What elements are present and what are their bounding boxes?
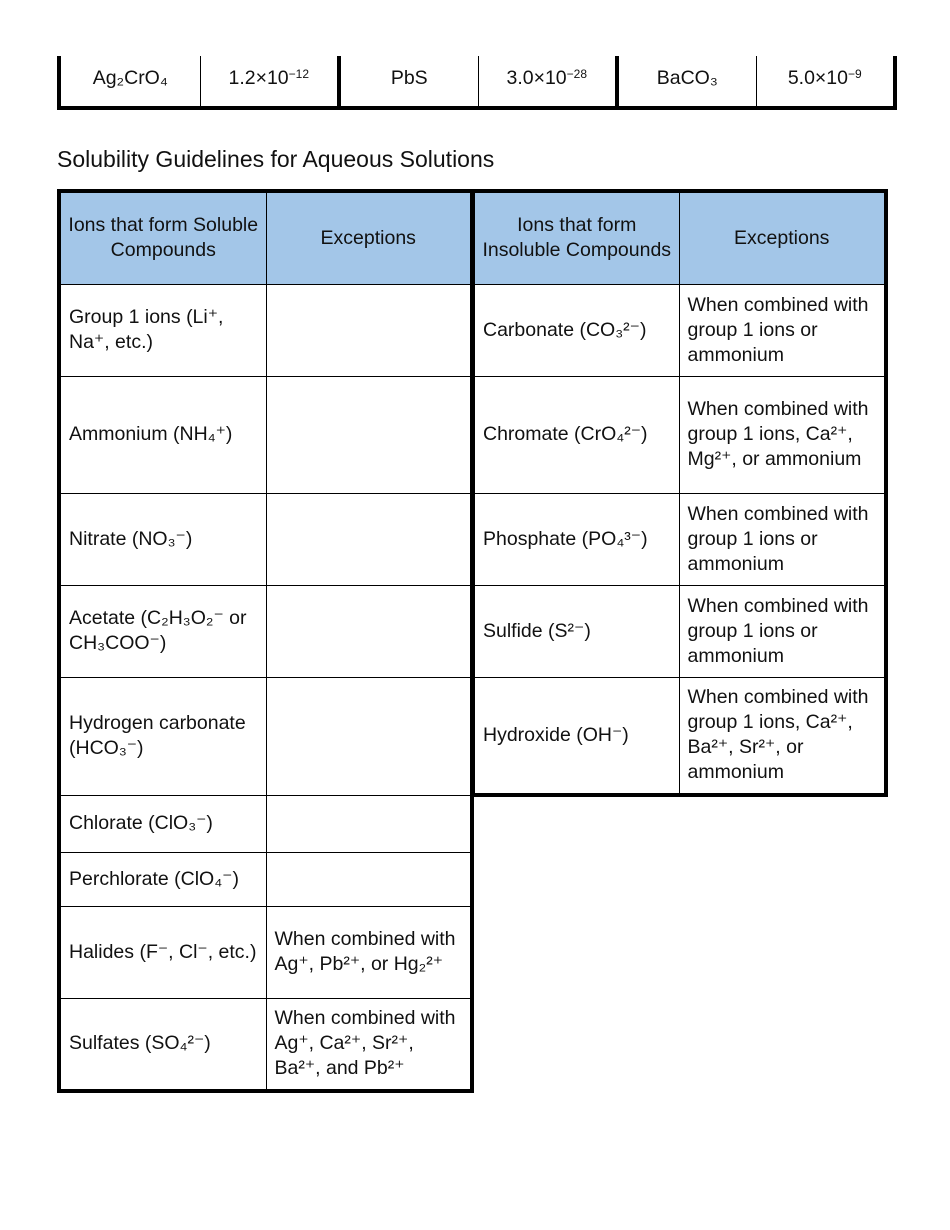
insoluble-table	[471, 189, 888, 797]
table-row	[473, 677, 886, 795]
soluble-ion: Group 1 ions (Li⁺, Na⁺, etc.)	[59, 284, 266, 376]
insoluble-header-row	[473, 191, 886, 284]
table-row	[473, 376, 886, 493]
table-row	[59, 795, 472, 852]
ksp-table	[57, 56, 897, 110]
soluble-ion: Sulfates (SO₄²⁻)	[59, 998, 266, 1091]
soluble-exception	[266, 795, 472, 852]
header-insoluble: Ions that form Insoluble Compounds	[473, 191, 679, 284]
insoluble-ion: Chromate (CrO₄²⁻)	[473, 376, 679, 493]
header-exceptions: Exceptions	[679, 191, 886, 284]
table-row	[59, 376, 472, 493]
insoluble-ion: Sulfide (S²⁻)	[473, 585, 679, 677]
table-row	[59, 284, 472, 376]
table-row	[59, 677, 472, 795]
ksp-compound-3: BaCO₃	[617, 56, 756, 108]
table-row	[59, 906, 472, 998]
soluble-ion: Nitrate (NO₃⁻)	[59, 493, 266, 585]
table-row	[59, 493, 472, 585]
ksp-compound-2: PbS	[339, 56, 478, 108]
insoluble-exception: When combined with group 1 ions or ammonium	[679, 284, 886, 376]
soluble-exception: When combined with Ag⁺, Pb²⁺, or Hg₂²⁺	[266, 906, 472, 998]
soluble-ion: Hydrogen carbonate (HCO₃⁻)	[59, 677, 266, 795]
soluble-exception	[266, 852, 472, 906]
ksp-value-2: $3.0\times 10^{-28}$	[478, 56, 617, 108]
soluble-header-row	[59, 191, 472, 284]
table-row	[473, 284, 886, 376]
soluble-table	[57, 189, 474, 1093]
soluble-ion: Acetate (C₂H₃O₂⁻ or CH₃COO⁻)	[59, 585, 266, 677]
insoluble-exception: When combined with group 1 ions or ammonium	[679, 585, 886, 677]
table-row	[473, 493, 886, 585]
soluble-exception	[266, 493, 472, 585]
soluble-ion: Perchlorate (ClO₄⁻)	[59, 852, 266, 906]
table-row	[59, 998, 472, 1091]
soluble-ion: Chlorate (ClO₃⁻)	[59, 795, 266, 852]
soluble-ion: Ammonium (NH₄⁺)	[59, 376, 266, 493]
soluble-exception	[266, 376, 472, 493]
table-row	[59, 585, 472, 677]
soluble-exception	[266, 677, 472, 795]
header-soluble: Ions that form Soluble Compounds	[59, 191, 266, 284]
table-row	[59, 852, 472, 906]
soluble-ion: Halides (F⁻, Cl⁻, etc.)	[59, 906, 266, 998]
ksp-value-3: $5.0\times 10^{-9}$	[756, 56, 895, 108]
table-row	[473, 585, 886, 677]
ksp-value-1: $1.2\times 10^{-12}$	[200, 56, 339, 108]
soluble-exception	[266, 284, 472, 376]
ksp-compound-1: Ag₂CrO₄	[59, 56, 200, 108]
ksp-row	[59, 56, 895, 108]
soluble-exception	[266, 585, 472, 677]
insoluble-ion: Hydroxide (OH⁻)	[473, 677, 679, 795]
insoluble-exception: When combined with group 1 ions, Ca²⁺, Ba²⁺, Sr²⁺, or ammonium	[679, 677, 886, 795]
insoluble-ion: Carbonate (CO₃²⁻)	[473, 284, 679, 376]
insoluble-ion: Phosphate (PO₄³⁻)	[473, 493, 679, 585]
header-exceptions: Exceptions	[266, 191, 472, 284]
section-title: Solubility Guidelines for Aqueous Solutions	[57, 146, 495, 172]
insoluble-exception: When combined with group 1 ions or ammonium	[679, 493, 886, 585]
insoluble-exception: When combined with group 1 ions, Ca²⁺, Mg²⁺, or ammonium	[679, 376, 886, 493]
soluble-exception: When combined with Ag⁺, Ca²⁺, Sr²⁺, Ba²⁺, and Pb²⁺	[266, 998, 472, 1091]
